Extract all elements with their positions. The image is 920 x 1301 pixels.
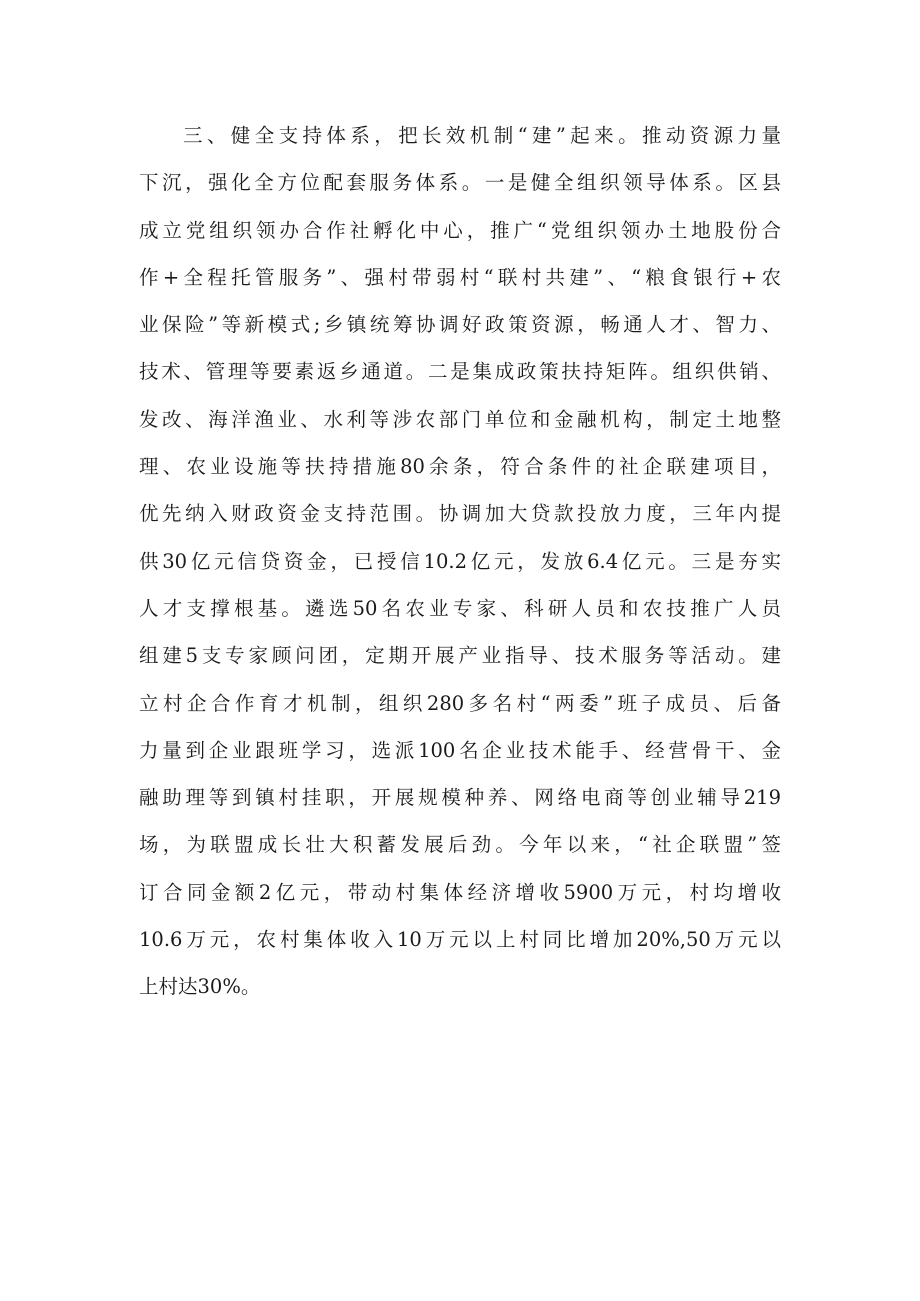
paragraph-line-17: 订合同金额2亿元，带动村集体经济增收5900万元，村均增收 bbox=[139, 880, 781, 904]
paragraph-line-4: 作+全程托管服务”、强村带弱村“联村共建”、“粮食银行+农 bbox=[139, 265, 781, 289]
paragraph-line-13: 立村企合作育才机制，组织280多名村“两委”班子成员、后备 bbox=[139, 691, 781, 715]
paragraph-line-19: 上村达30%。 bbox=[139, 975, 261, 999]
paragraph-line-2: 下沉，强化全方位配套服务体系。一是健全组织领导体系。区县 bbox=[139, 171, 781, 195]
paragraph-line-16: 场，为联盟成长壮大积蓄发展后劲。今年以来，“社企联盟”签 bbox=[139, 833, 781, 857]
paragraph-line-10: 供30亿元信贷资金，已授信10.2亿元，发放6.4亿元。三是夯实 bbox=[139, 549, 781, 573]
paragraph-line-9: 优先纳入财政资金支持范围。协调加大贷款投放力度，三年内提 bbox=[139, 502, 781, 526]
paragraph-line-3: 成立党组织领办合作社孵化中心，推广“党组织领办土地股份合 bbox=[139, 218, 781, 242]
paragraph-line-1: 三、健全支持体系，把长效机制“建”起来。推动资源力量 bbox=[183, 124, 781, 147]
document-paragraph bbox=[139, 112, 781, 1011]
paragraph-line-6: 技术、管理等要素返乡通道。二是集成政策扶持矩阵。组织供销、 bbox=[139, 360, 781, 384]
paragraph-line-8: 理、农业设施等扶持措施80余条，符合条件的社企联建项目， bbox=[139, 455, 781, 479]
paragraph-line-15: 融助理等到镇村挂职，开展规模种养、网络电商等创业辅导219 bbox=[139, 786, 781, 810]
paragraph-line-5: 业保险”等新模式;乡镇统筹协调好政策资源，畅通人才、智力、 bbox=[139, 313, 781, 337]
paragraph-line-12: 组建5支专家顾问团，定期开展产业指导、技术服务等活动。建 bbox=[139, 644, 781, 668]
paragraph-line-11: 人才支撑根基。遴选50名农业专家、科研人员和农技推广人员 bbox=[139, 596, 781, 620]
paragraph-line-18: 10.6万元，农村集体收入10万元以上村同比增加20%,50万元以 bbox=[139, 928, 781, 952]
paragraph-line-7: 发改、海洋渔业、水利等涉农部门单位和金融机构，制定土地整 bbox=[139, 407, 781, 431]
paragraph-line-14: 力量到企业跟班学习，选派100名企业技术能手、经营骨干、金 bbox=[139, 738, 781, 762]
